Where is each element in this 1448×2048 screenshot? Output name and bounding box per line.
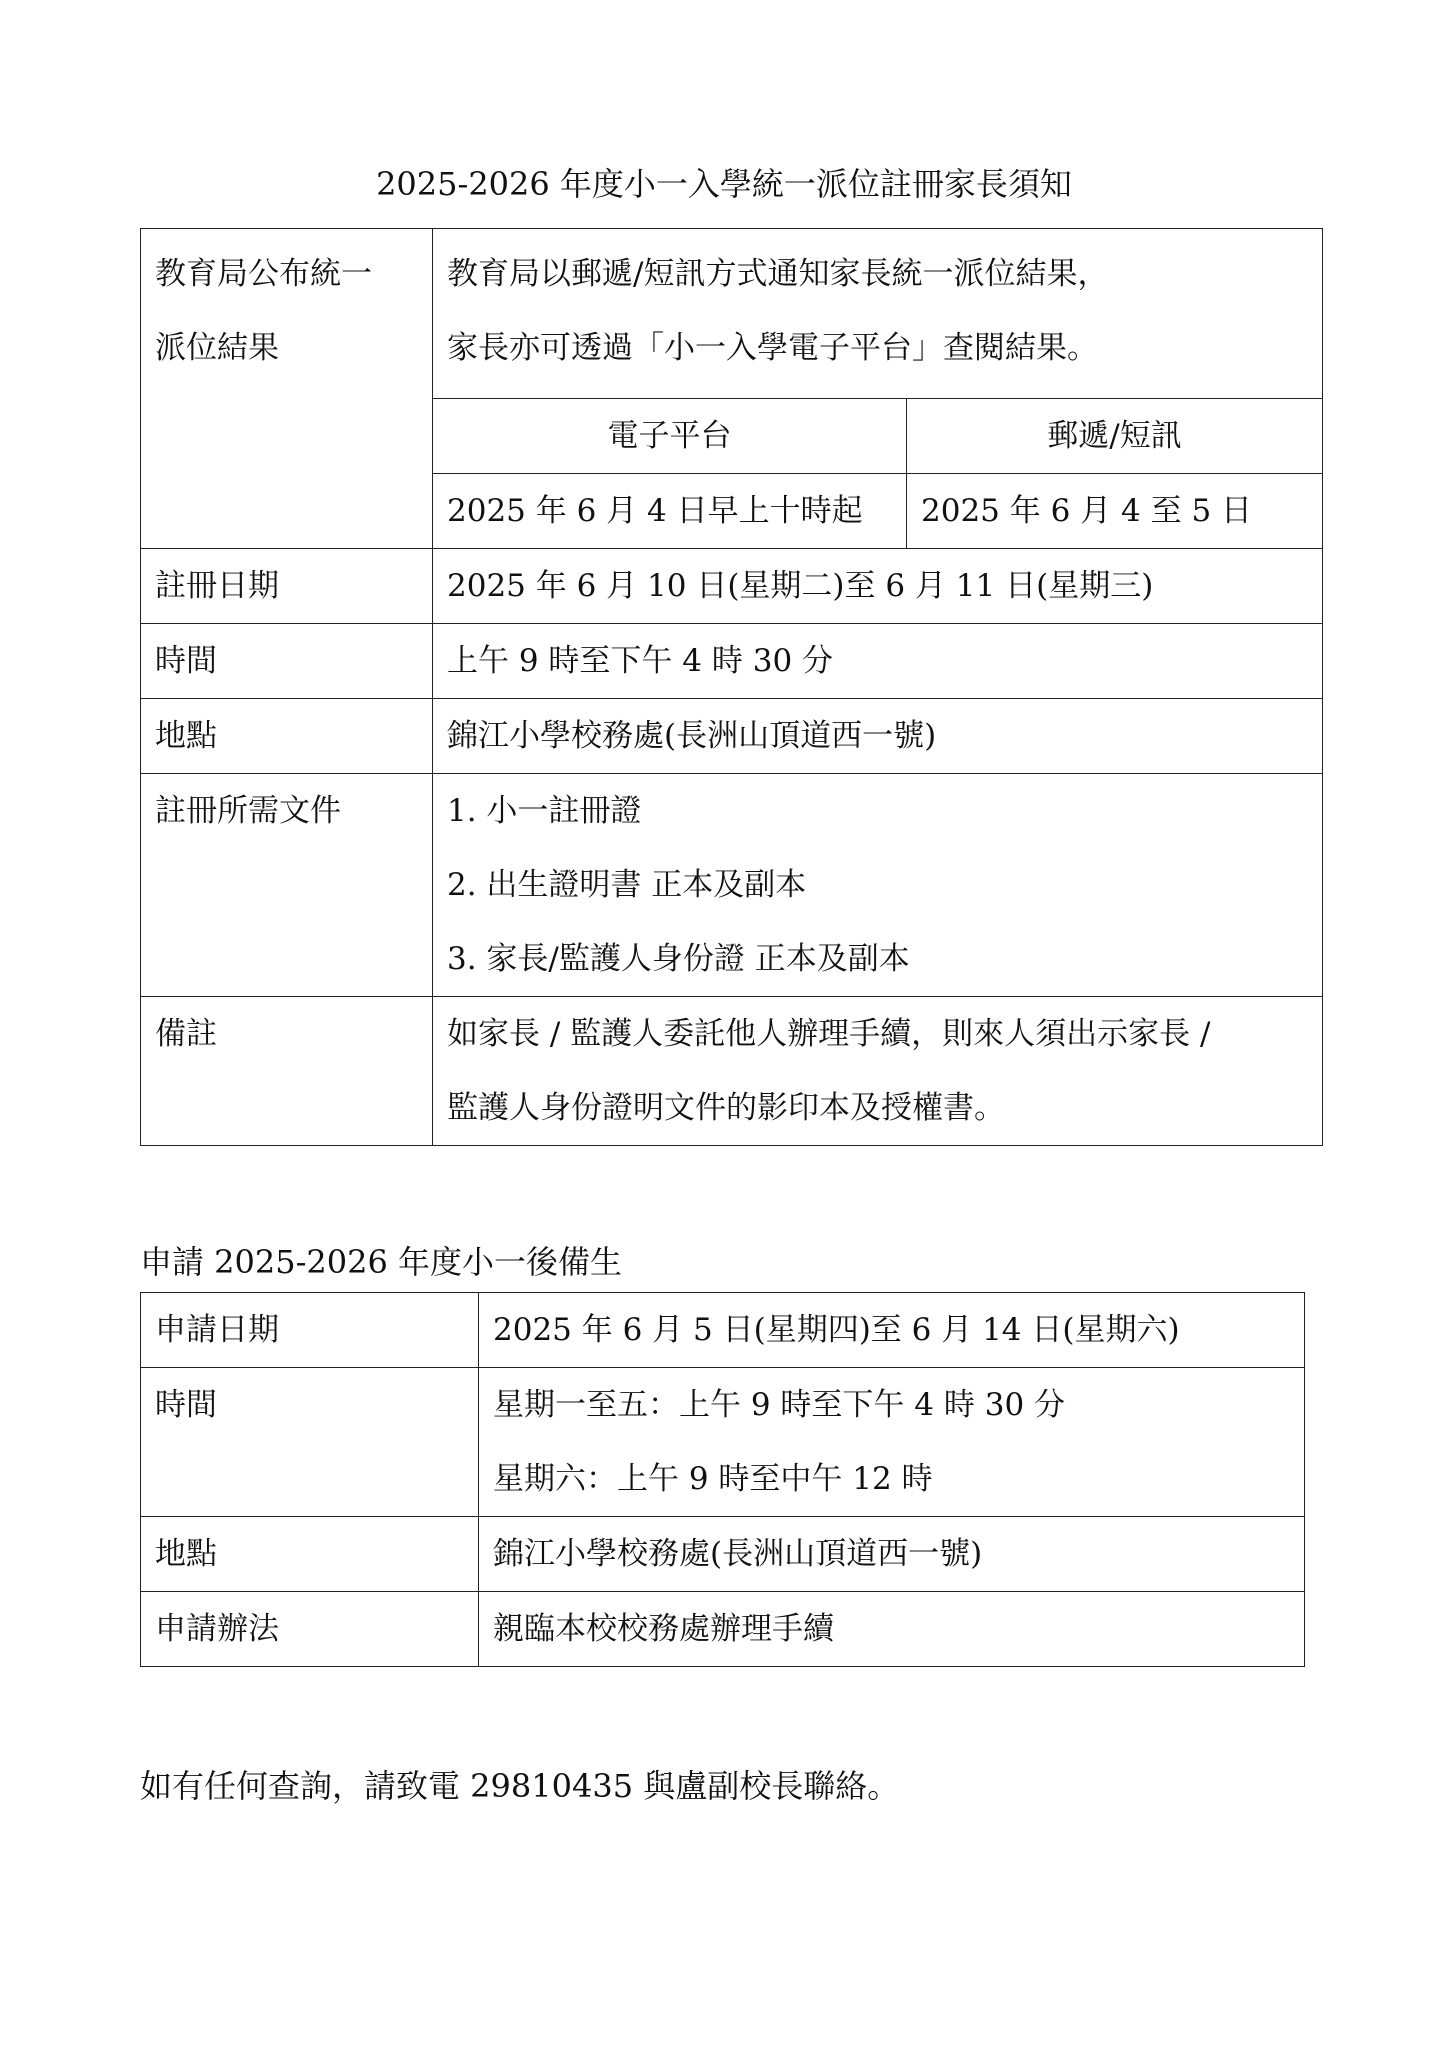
table-row	[141, 1517, 1305, 1592]
channel-name-post: 郵遞/短訊	[907, 399, 1323, 474]
waitlist-time-line: 星期一至五：上午 9 時至下午 4 時 30 分	[493, 1387, 1066, 1423]
waitlist-method-label: 申請辦法	[141, 1592, 479, 1667]
table-row	[141, 774, 1323, 997]
waitlist-date-label: 申請日期	[141, 1293, 479, 1368]
documents-list	[433, 774, 1323, 997]
waitlist-time-line: 星期六：上午 9 時至中午 12 時	[493, 1461, 933, 1497]
registration-venue-label: 地點	[141, 699, 433, 774]
waitlist-time-label: 時間	[141, 1368, 479, 1517]
documents-label: 註冊所需文件	[141, 774, 433, 997]
waitlist-date-value: 2025 年 6 月 5 日(星期四)至 6 月 14 日(星期六)	[479, 1293, 1305, 1368]
table-row	[141, 1293, 1305, 1368]
channel-date-post: 2025 年 6 月 4 至 5 日	[907, 474, 1323, 549]
remarks-line: 監護人身份證明文件的影印本及授權書。	[447, 1090, 1005, 1126]
table-row	[141, 699, 1323, 774]
channel-name-electronic: 電子平台	[433, 399, 907, 474]
table-row	[141, 997, 1323, 1146]
announce-label-line: 教育局公布統一	[155, 256, 372, 292]
registration-date-value: 2025 年 6 月 10 日(星期二)至 6 月 11 日(星期三)	[433, 549, 1323, 624]
announce-text-line: 教育局以郵遞/短訊方式通知家長統一派位結果，	[447, 256, 1109, 292]
table-row	[141, 549, 1323, 624]
table-row	[141, 624, 1323, 699]
remarks-text	[433, 997, 1323, 1146]
waitlist-method-value: 親臨本校校務處辦理手續	[479, 1592, 1305, 1667]
announce-label-line: 派位結果	[155, 330, 279, 366]
announce-label-cell	[141, 229, 433, 549]
page-title: 2025-2026 年度小一入學統一派位註冊家長須知	[376, 165, 1072, 203]
registration-time-value: 上午 9 時至下午 4 時 30 分	[433, 624, 1323, 699]
waitlist-table	[140, 1292, 1305, 1667]
remarks-label: 備註	[141, 997, 433, 1146]
document-item: 3. 家長/監護人身份證 正本及副本	[447, 941, 910, 977]
enquiry-footer: 如有任何查詢，請致電 29810435 與盧副校長聯絡。	[140, 1767, 900, 1805]
table-row	[141, 1592, 1305, 1667]
announce-text-line: 家長亦可透過「小一入學電子平台」查閱結果。	[447, 330, 1098, 366]
registration-time-label: 時間	[141, 624, 433, 699]
document-item: 2. 出生證明書 正本及副本	[447, 867, 807, 903]
waitlist-venue-value: 錦江小學校務處(長洲山頂道西一號)	[479, 1517, 1305, 1592]
table-row	[141, 229, 1323, 399]
remarks-line: 如家長 / 監護人委託他人辦理手續，則來人須出示家長 /	[447, 1016, 1211, 1052]
registration-table	[140, 228, 1323, 1146]
document-item: 1. 小一註冊證	[447, 793, 642, 829]
waitlist-section-title: 申請 2025-2026 年度小一後備生	[140, 1243, 623, 1281]
waitlist-venue-label: 地點	[141, 1517, 479, 1592]
channel-date-electronic: 2025 年 6 月 4 日早上十時起	[433, 474, 907, 549]
registration-date-label: 註冊日期	[141, 549, 433, 624]
waitlist-time-value	[479, 1368, 1305, 1517]
announce-text-cell	[433, 229, 1323, 399]
table-row	[141, 1368, 1305, 1517]
registration-venue-value: 錦江小學校務處(長洲山頂道西一號)	[433, 699, 1323, 774]
